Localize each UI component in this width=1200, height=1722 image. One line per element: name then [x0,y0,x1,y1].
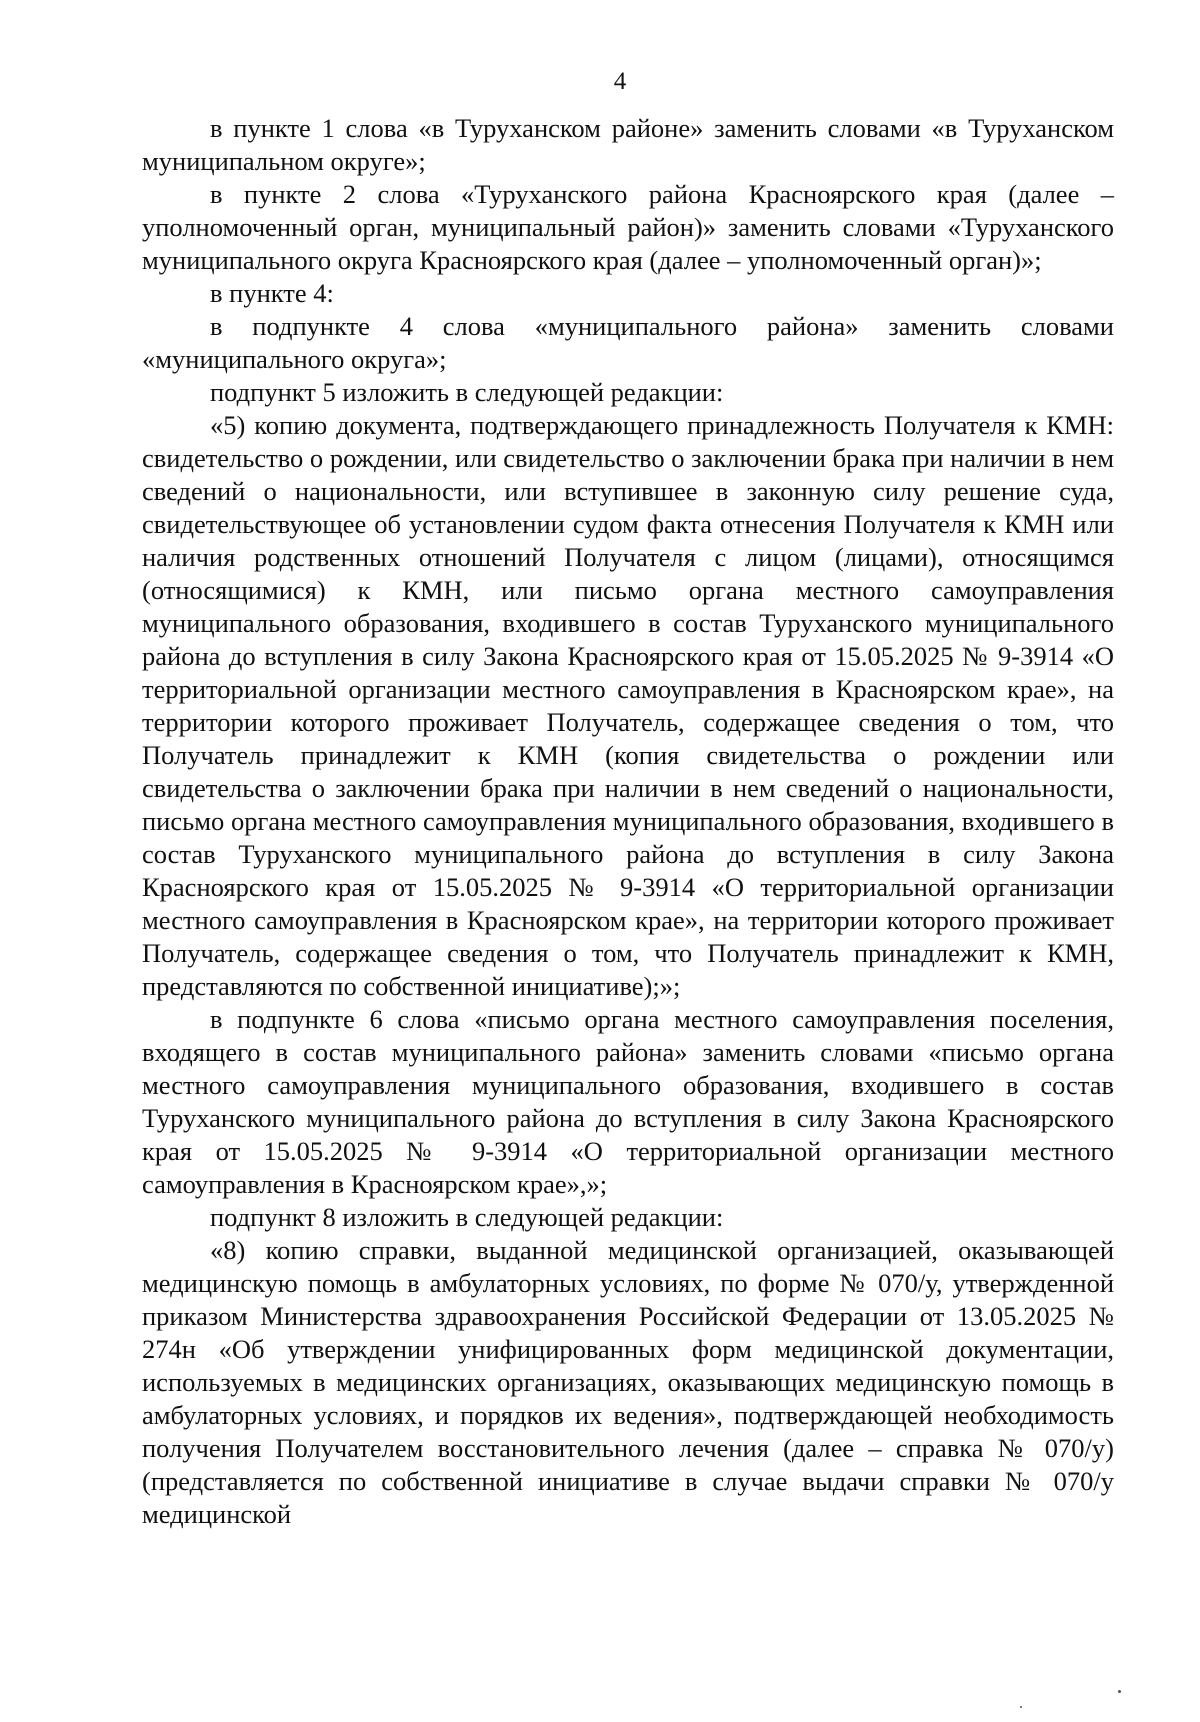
scan-speck [1020,1706,1022,1708]
paragraph-2: в пункте 2 слова «Туруханского района Красноярского края (далее – уполномоченный орган, муниципальный район)» заменить словами «Туруханского муниципального округа Красноярского края (далее – уполномоченный орган)»; [142,179,1114,275]
paragraph-9: «8) копию справки, выданной медицинской организацией, оказывающей медицинскую помощь в амбулаторных условиях, по форме № 070/у, утвержденной приказом Министерства здравоохранения Российской Федерации от 13.05.2025 № 274н «Об утверждении унифицированных форм медицинской документации, используемых в медицинских организациях, оказывающих медицинскую помощь в амбулаторных условиях, и порядков их ведения», подтверждающей необходимость получения Получателем восстановительного лечения (далее – справка № 070/у) (представляется по собственной инициативе в случае выдачи справки № 070/у медицинской [142,1235,1114,1529]
paragraph-4: в подпункте 4 слова «муниципального района» заменить словами «муниципального округа»; [142,311,1114,374]
paragraph-3: в пункте 4: [210,278,334,308]
paragraph-7: в подпункте 6 слова «письмо органа местного самоуправления поселения, входящего в состав муниципального района» заменить словами «письмо органа местного самоуправления муниципального образования, входившего в состав Туруханского муниципального района до вступления в силу Закона Красноярского края от 15.05.2025 № 9-3914 «О территориальной организации местного самоуправления в Красноярском крае»,»; [142,1004,1114,1199]
paragraph-8: подпункт 8 изложить в следующей редакции: [210,1202,724,1232]
page-number: 4 [613,68,627,95]
scan-speck [1118,1690,1121,1693]
paragraph-1: в пункте 1 слова «в Туруханском районе» заменить словами «в Туруханском муниципальном округе»; [142,113,1114,176]
paragraph-5: подпункт 5 изложить в следующей редакции: [210,377,724,407]
document-body [142,112,1114,1531]
paragraph-6: «5) копию документа, подтверждающего принадлежность Получателя к КМН: свидетельство о рождении, или свидетельство о заключении брака при наличии в нем сведений о национальности, или вступившее в законную силу решение суда, свидетельствующее об установлении судом факта отнесения Получателя к КМН или наличия родственных отношений Получателя с лицом (лицами), относящимся (относящимися) к КМН, или письмо органа местного самоуправления муниципального образования, входившего в состав Туруханского муниципального района до вступления в силу Закона Красноярского края от 15.05.2025 № 9-3914 «О территориальной организации местного самоуправления в Красноярском крае», на территории которого проживает Получатель, содержащее сведения о том, что Получатель принадлежит к КМН (копия свидетельства о рождении или свидетельства о заключении брака при наличии в нем сведений о национальности, письмо органа местного самоуправления муниципального образования, входившего в состав Туруханского муниципального района до вступления в силу Закона Красноярского края от 15.05.2025 № 9-3914 «О территориальной организации местного самоуправления в Красноярском крае», на территории которого проживает Получатель, содержащее сведения о том, что Получатель принадлежит к КМН, представляются по собственной инициативе);»; [142,410,1114,1001]
